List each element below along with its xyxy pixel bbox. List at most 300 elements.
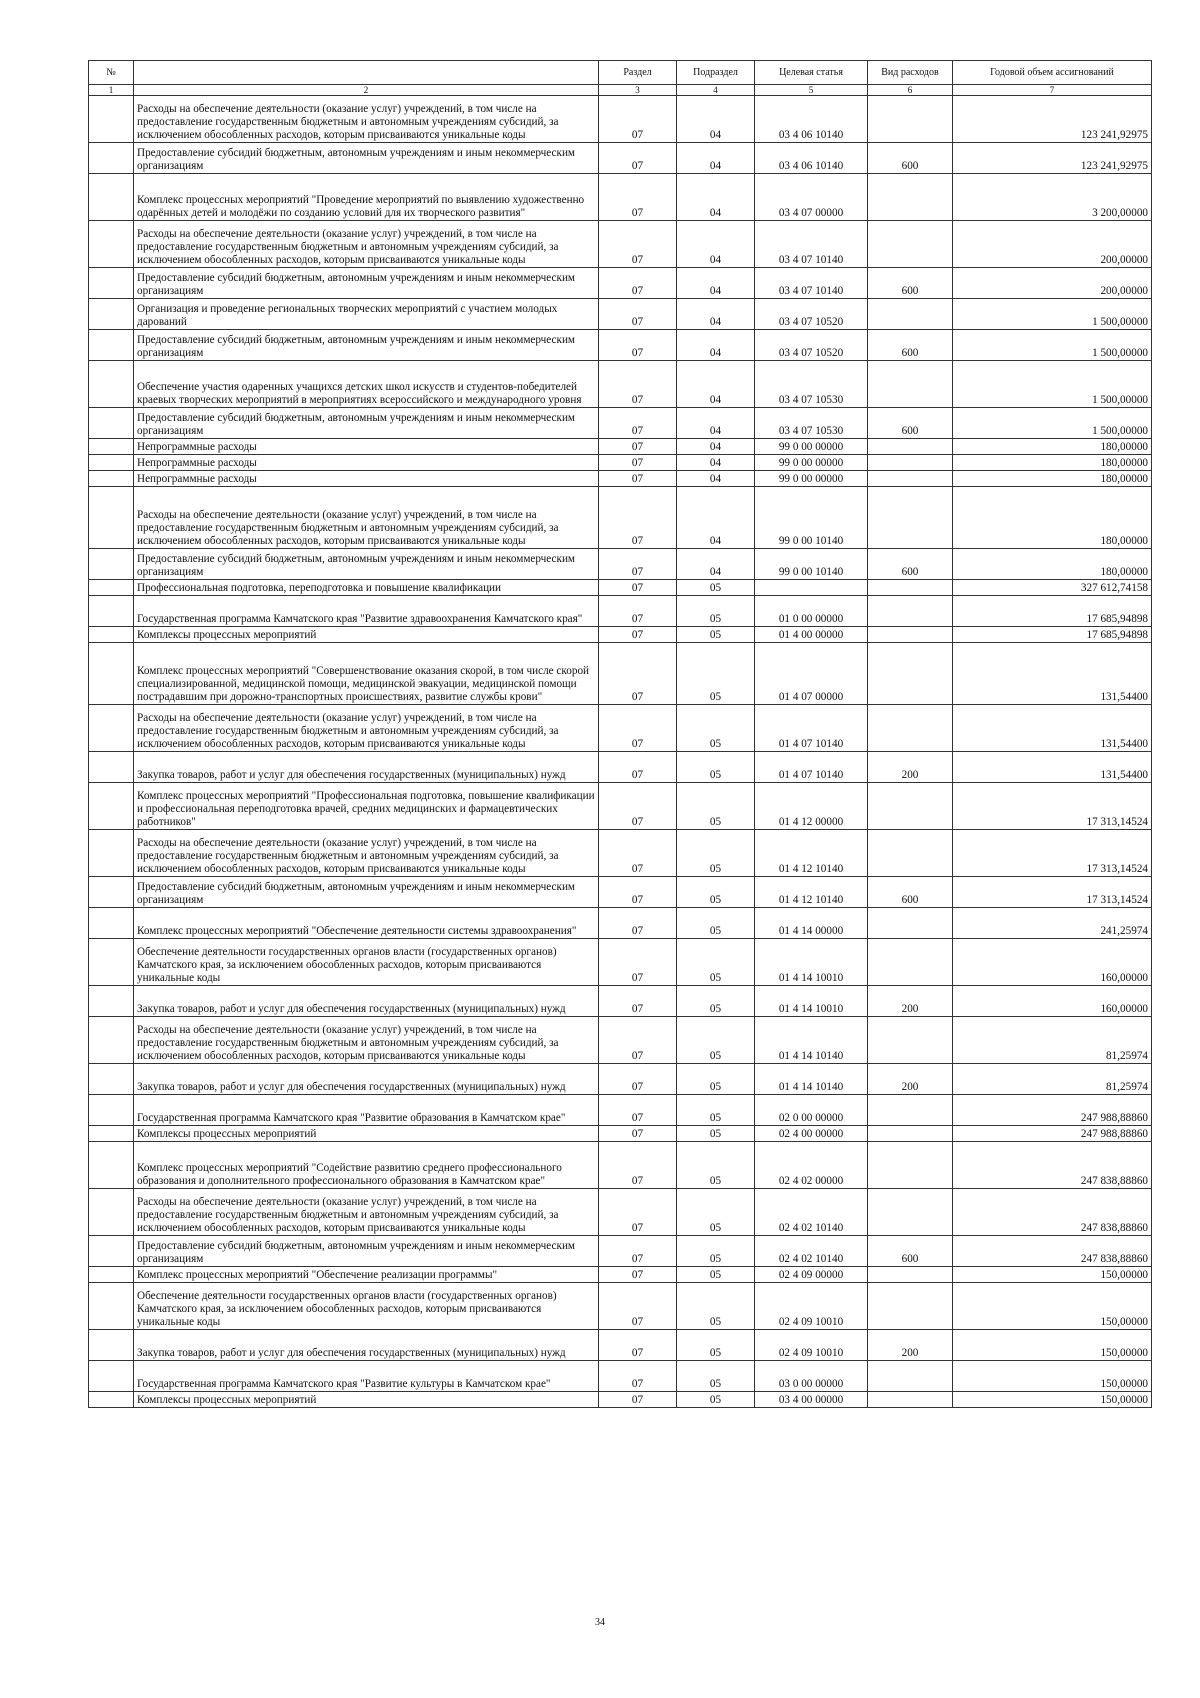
table-body: [89, 96, 1152, 1408]
table-row: [89, 783, 1152, 830]
row-sum: 123 241,92975: [953, 96, 1152, 143]
row-sum: 247 838,88860: [953, 1142, 1152, 1189]
row-name: Закупка товаров, работ и услуг для обеспечения государственных (муниципальных) нужд: [134, 986, 599, 1017]
row-expense-type: 200: [868, 986, 953, 1017]
row-podrazdel: 04: [677, 330, 755, 361]
row-target-article: 99 0 00 00000: [755, 471, 868, 487]
row-name: Профессиональная подготовка, переподготовка и повышение квалификации: [134, 580, 599, 596]
row-target-article: 99 0 00 10140: [755, 487, 868, 549]
row-expense-type: [868, 783, 953, 830]
table-row: [89, 643, 1152, 705]
row-sum: 81,25974: [953, 1017, 1152, 1064]
row-podrazdel: 04: [677, 299, 755, 330]
row-expense-type: [868, 627, 953, 643]
table-row: [89, 1236, 1152, 1267]
table-row: [89, 174, 1152, 221]
row-index-cell: [89, 705, 134, 752]
row-index-cell: [89, 471, 134, 487]
row-index-cell: [89, 580, 134, 596]
row-sum: 200,00000: [953, 221, 1152, 268]
row-podrazdel: 05: [677, 783, 755, 830]
row-sum: 17 313,14524: [953, 830, 1152, 877]
row-sum: 180,00000: [953, 471, 1152, 487]
row-sum: 150,00000: [953, 1392, 1152, 1408]
row-name: Расходы на обеспечение деятельности (оказание услуг) учреждений, в том числе на предоставление государственным бюджетным и автономным учреждениям субсидий, за исключением обособленных расходов, которым присваиваются уникальные коды: [134, 830, 599, 877]
row-name: Закупка товаров, работ и услуг для обеспечения государственных (муниципальных) нужд: [134, 752, 599, 783]
row-razdel: 07: [599, 96, 677, 143]
row-index-cell: [89, 1361, 134, 1392]
header-expense-type: Вид расходов: [868, 61, 953, 85]
row-podrazdel: 04: [677, 471, 755, 487]
row-expense-type: [868, 471, 953, 487]
row-target-article: 01 4 14 10140: [755, 1017, 868, 1064]
table-row: [89, 939, 1152, 986]
row-expense-type: [868, 580, 953, 596]
row-sum: 247 838,88860: [953, 1189, 1152, 1236]
row-name: Комплексы процессных мероприятий: [134, 1392, 599, 1408]
row-index-cell: [89, 330, 134, 361]
row-index-cell: [89, 361, 134, 408]
row-expense-type: [868, 939, 953, 986]
row-razdel: 07: [599, 1126, 677, 1142]
row-name: Комплексы процессных мероприятий: [134, 1126, 599, 1142]
row-podrazdel: 04: [677, 174, 755, 221]
table-row: [89, 986, 1152, 1017]
row-expense-type: 200: [868, 1330, 953, 1361]
row-name: Организация и проведение региональных творческих мероприятий с участием молодых дарований: [134, 299, 599, 330]
row-target-article: 01 0 00 00000: [755, 596, 868, 627]
row-index-cell: [89, 1142, 134, 1189]
row-sum: 180,00000: [953, 455, 1152, 471]
row-name: Обеспечение деятельности государственных органов власти (государственных органов) Камчатского края, за исключением обособленных расходов, которым присваиваются уникальные коды: [134, 1283, 599, 1330]
table-row: [89, 1283, 1152, 1330]
row-name: Предоставление субсидий бюджетным, автономным учреждениям и иным некоммерческим организациям: [134, 268, 599, 299]
row-podrazdel: 05: [677, 596, 755, 627]
row-podrazdel: 04: [677, 143, 755, 174]
row-target-article: [755, 580, 868, 596]
row-name: Комплекс процессных мероприятий "Содействие развитию среднего профессионального образования и дополнительного профессионального образования в Камчатском крае": [134, 1142, 599, 1189]
row-target-article: 03 0 00 00000: [755, 1361, 868, 1392]
row-podrazdel: 04: [677, 439, 755, 455]
table-row: [89, 299, 1152, 330]
page-number: 34: [595, 1617, 605, 1628]
row-target-article: 02 0 00 00000: [755, 1095, 868, 1126]
row-razdel: 07: [599, 1189, 677, 1236]
row-name: Непрограммные расходы: [134, 471, 599, 487]
row-index-cell: [89, 1283, 134, 1330]
row-target-article: 01 4 07 00000: [755, 643, 868, 705]
row-podrazdel: 05: [677, 580, 755, 596]
row-podrazdel: 05: [677, 705, 755, 752]
row-index-cell: [89, 1267, 134, 1283]
row-name: Расходы на обеспечение деятельности (оказание услуг) учреждений, в том числе на предоставление государственным бюджетным и автономным учреждениям субсидий, за исключением обособленных расходов, которым присваиваются уникальные коды: [134, 705, 599, 752]
table-row: [89, 487, 1152, 549]
row-expense-type: 200: [868, 1064, 953, 1095]
row-name: Комплекс процессных мероприятий "Совершенствование оказания скорой, в том числе скорой специализированной, медицинской помощи, медицинской эвакуации, медицинской помощи пострадавшим при дорожно-транспортных происшествиях, развитие службы крови": [134, 643, 599, 705]
row-expense-type: 200: [868, 752, 953, 783]
row-index-cell: [89, 986, 134, 1017]
table-row: [89, 908, 1152, 939]
row-razdel: 07: [599, 908, 677, 939]
table-row: [89, 96, 1152, 143]
row-razdel: 07: [599, 1361, 677, 1392]
row-name: Расходы на обеспечение деятельности (оказание услуг) учреждений, в том числе на предоставление государственным бюджетным и автономным учреждениям субсидий, за исключением обособленных расходов, которым присваиваются уникальные коды: [134, 1189, 599, 1236]
row-expense-type: 600: [868, 143, 953, 174]
column-number: 6: [868, 85, 953, 96]
row-sum: 180,00000: [953, 549, 1152, 580]
row-podrazdel: 04: [677, 96, 755, 143]
row-index-cell: [89, 1330, 134, 1361]
row-index-cell: [89, 1064, 134, 1095]
row-name: Предоставление субсидий бюджетным, автономным учреждениям и иным некоммерческим организациям: [134, 877, 599, 908]
row-sum: 17 313,14524: [953, 783, 1152, 830]
row-expense-type: [868, 705, 953, 752]
table-row: [89, 1095, 1152, 1126]
row-sum: 1 500,00000: [953, 408, 1152, 439]
row-index-cell: [89, 783, 134, 830]
row-sum: 247 988,88860: [953, 1095, 1152, 1126]
row-index-cell: [89, 549, 134, 580]
row-expense-type: [868, 439, 953, 455]
row-expense-type: [868, 487, 953, 549]
row-razdel: 07: [599, 455, 677, 471]
row-expense-type: [868, 1267, 953, 1283]
row-sum: 200,00000: [953, 268, 1152, 299]
row-razdel: 07: [599, 330, 677, 361]
row-podrazdel: 05: [677, 1392, 755, 1408]
row-target-article: 03 4 07 00000: [755, 174, 868, 221]
row-podrazdel: 05: [677, 986, 755, 1017]
row-sum: 131,54400: [953, 705, 1152, 752]
row-index-cell: [89, 939, 134, 986]
row-razdel: 07: [599, 471, 677, 487]
row-sum: 1 500,00000: [953, 361, 1152, 408]
row-sum: 17 685,94898: [953, 627, 1152, 643]
table-row: [89, 408, 1152, 439]
row-razdel: 07: [599, 580, 677, 596]
row-target-article: 99 0 00 10140: [755, 549, 868, 580]
row-name: Расходы на обеспечение деятельности (оказание услуг) учреждений, в том числе на предоставление государственным бюджетным и автономным учреждениям субсидий, за исключением обособленных расходов, которым присваиваются уникальные коды: [134, 96, 599, 143]
row-razdel: 07: [599, 1142, 677, 1189]
row-razdel: 07: [599, 1236, 677, 1267]
row-name: Предоставление субсидий бюджетным, автономным учреждениям и иным некоммерческим организациям: [134, 408, 599, 439]
header-annual-sum: Годовой объем ассигнований: [953, 61, 1152, 85]
column-numbers-row: [89, 85, 1152, 96]
row-podrazdel: 05: [677, 830, 755, 877]
row-target-article: 01 4 00 00000: [755, 627, 868, 643]
row-name: Непрограммные расходы: [134, 455, 599, 471]
row-podrazdel: 05: [677, 1126, 755, 1142]
row-name: Расходы на обеспечение деятельности (оказание услуг) учреждений, в том числе на предоставление государственным бюджетным и автономным учреждениям субсидий, за исключением обособленных расходов, которым присваиваются уникальные коды: [134, 1017, 599, 1064]
row-podrazdel: 05: [677, 1189, 755, 1236]
row-target-article: 02 4 02 10140: [755, 1189, 868, 1236]
row-name: Комплекс процессных мероприятий "Проведение мероприятий по выявлению художественно одарённых детей и молодёжи по созданию условий для их творческого развития": [134, 174, 599, 221]
row-index-cell: [89, 627, 134, 643]
row-expense-type: [868, 221, 953, 268]
row-razdel: 07: [599, 1392, 677, 1408]
header-razdel: Раздел: [599, 61, 677, 85]
table-row: [89, 455, 1152, 471]
column-number: 7: [953, 85, 1152, 96]
row-expense-type: [868, 1017, 953, 1064]
row-sum: 247 838,88860: [953, 1236, 1152, 1267]
row-target-article: 01 4 12 00000: [755, 783, 868, 830]
row-podrazdel: 04: [677, 408, 755, 439]
row-podrazdel: 04: [677, 487, 755, 549]
row-name: Предоставление субсидий бюджетным, автономным учреждениям и иным некоммерческим организациям: [134, 330, 599, 361]
row-sum: 180,00000: [953, 439, 1152, 455]
row-sum: 241,25974: [953, 908, 1152, 939]
row-podrazdel: 05: [677, 1095, 755, 1126]
row-razdel: 07: [599, 439, 677, 455]
row-razdel: 07: [599, 1017, 677, 1064]
row-target-article: 03 4 07 10140: [755, 268, 868, 299]
row-expense-type: [868, 1189, 953, 1236]
row-name: Комплекс процессных мероприятий "Профессиональная подготовка, повышение квалификации и профессиональная переподготовка врачей, средних медицинских и фармацевтических работников": [134, 783, 599, 830]
row-razdel: 07: [599, 174, 677, 221]
row-expense-type: [868, 361, 953, 408]
row-index-cell: [89, 408, 134, 439]
row-expense-type: [868, 830, 953, 877]
row-index-cell: [89, 877, 134, 908]
row-expense-type: 600: [868, 549, 953, 580]
row-target-article: 03 4 07 10520: [755, 330, 868, 361]
row-podrazdel: 05: [677, 1330, 755, 1361]
row-sum: 160,00000: [953, 986, 1152, 1017]
budget-table-sheet: [88, 60, 1151, 1408]
row-podrazdel: 05: [677, 877, 755, 908]
row-razdel: 07: [599, 986, 677, 1017]
row-expense-type: [868, 455, 953, 471]
row-sum: 150,00000: [953, 1267, 1152, 1283]
row-podrazdel: 05: [677, 908, 755, 939]
row-razdel: 07: [599, 299, 677, 330]
row-sum: 17 685,94898: [953, 596, 1152, 627]
row-sum: 150,00000: [953, 1330, 1152, 1361]
column-number: 4: [677, 85, 755, 96]
row-razdel: 07: [599, 1330, 677, 1361]
row-name: Предоставление субсидий бюджетным, автономным учреждениям и иным некоммерческим организациям: [134, 143, 599, 174]
table-row: [89, 830, 1152, 877]
row-expense-type: [868, 174, 953, 221]
table-row: [89, 221, 1152, 268]
row-index-cell: [89, 174, 134, 221]
row-expense-type: 600: [868, 877, 953, 908]
row-expense-type: [868, 299, 953, 330]
row-target-article: 02 4 02 00000: [755, 1142, 868, 1189]
row-index-cell: [89, 143, 134, 174]
row-podrazdel: 05: [677, 1361, 755, 1392]
row-razdel: 07: [599, 627, 677, 643]
row-razdel: 07: [599, 830, 677, 877]
row-target-article: 02 4 00 00000: [755, 1126, 868, 1142]
row-razdel: 07: [599, 143, 677, 174]
row-expense-type: 600: [868, 408, 953, 439]
row-sum: 1 500,00000: [953, 330, 1152, 361]
row-name: Государственная программа Камчатского края "Развитие здравоохранения Камчатского края": [134, 596, 599, 627]
budget-table: [88, 60, 1152, 1408]
row-podrazdel: 04: [677, 268, 755, 299]
table-row: [89, 1267, 1152, 1283]
row-sum: 150,00000: [953, 1283, 1152, 1330]
row-target-article: 03 4 07 10140: [755, 221, 868, 268]
table-row: [89, 1142, 1152, 1189]
row-index-cell: [89, 1189, 134, 1236]
row-sum: 1 500,00000: [953, 299, 1152, 330]
row-razdel: 07: [599, 939, 677, 986]
row-podrazdel: 05: [677, 939, 755, 986]
row-index-cell: [89, 596, 134, 627]
row-expense-type: [868, 1095, 953, 1126]
row-name: Государственная программа Камчатского края "Развитие культуры в Камчатском крае": [134, 1361, 599, 1392]
row-index-cell: [89, 299, 134, 330]
table-row: [89, 471, 1152, 487]
row-index-cell: [89, 643, 134, 705]
row-target-article: 01 4 14 00000: [755, 908, 868, 939]
row-target-article: 03 4 07 10530: [755, 408, 868, 439]
row-expense-type: [868, 643, 953, 705]
column-number: 5: [755, 85, 868, 96]
table-row: [89, 361, 1152, 408]
row-razdel: 07: [599, 361, 677, 408]
row-razdel: 07: [599, 1283, 677, 1330]
row-razdel: 07: [599, 877, 677, 908]
table-row: [89, 580, 1152, 596]
row-expense-type: [868, 908, 953, 939]
header-row: [89, 61, 1152, 85]
row-name: Закупка товаров, работ и услуг для обеспечения государственных (муниципальных) нужд: [134, 1064, 599, 1095]
table-row: [89, 1189, 1152, 1236]
row-razdel: 07: [599, 487, 677, 549]
row-target-article: 01 4 12 10140: [755, 830, 868, 877]
row-index-cell: [89, 1095, 134, 1126]
row-razdel: 07: [599, 221, 677, 268]
column-number: 2: [134, 85, 599, 96]
row-name: Комплексы процессных мероприятий: [134, 627, 599, 643]
row-name: Государственная программа Камчатского края "Развитие образования в Камчатском крае": [134, 1095, 599, 1126]
row-expense-type: 600: [868, 1236, 953, 1267]
row-razdel: 07: [599, 705, 677, 752]
row-target-article: 01 4 07 10140: [755, 752, 868, 783]
row-razdel: 07: [599, 408, 677, 439]
table-row: [89, 330, 1152, 361]
row-target-article: 03 4 07 10530: [755, 361, 868, 408]
row-expense-type: [868, 1361, 953, 1392]
row-expense-type: 600: [868, 268, 953, 299]
row-podrazdel: 04: [677, 549, 755, 580]
row-sum: 327 612,74158: [953, 580, 1152, 596]
header-name: [134, 61, 599, 85]
row-name: Обеспечение участия одаренных учащихся детских школ искусств и студентов-победителей краевых творческих мероприятий в мероприятиях всероссийского и международного уровня: [134, 361, 599, 408]
row-sum: 131,54400: [953, 643, 1152, 705]
row-razdel: 07: [599, 752, 677, 783]
row-sum: 247 988,88860: [953, 1126, 1152, 1142]
row-target-article: 03 4 06 10140: [755, 143, 868, 174]
row-target-article: 01 4 14 10010: [755, 939, 868, 986]
row-target-article: 99 0 00 00000: [755, 439, 868, 455]
row-name: Непрограммные расходы: [134, 439, 599, 455]
column-number: 3: [599, 85, 677, 96]
row-expense-type: [868, 1142, 953, 1189]
row-razdel: 07: [599, 1095, 677, 1126]
row-razdel: 07: [599, 549, 677, 580]
row-podrazdel: 04: [677, 221, 755, 268]
header-podrazdel: Подраздел: [677, 61, 755, 85]
table-row: [89, 1330, 1152, 1361]
row-index-cell: [89, 455, 134, 471]
table-row: [89, 439, 1152, 455]
table-row: [89, 268, 1152, 299]
table-row: [89, 1361, 1152, 1392]
table-row: [89, 1392, 1152, 1408]
table-row: [89, 1017, 1152, 1064]
row-index-cell: [89, 1017, 134, 1064]
row-sum: 160,00000: [953, 939, 1152, 986]
row-sum: 180,00000: [953, 487, 1152, 549]
row-sum: 3 200,00000: [953, 174, 1152, 221]
row-target-article: 03 4 06 10140: [755, 96, 868, 143]
row-index-cell: [89, 221, 134, 268]
row-razdel: 07: [599, 1064, 677, 1095]
table-row: [89, 1064, 1152, 1095]
header-num: №: [89, 61, 134, 85]
row-podrazdel: 05: [677, 1142, 755, 1189]
row-index-cell: [89, 908, 134, 939]
column-number: 1: [89, 85, 134, 96]
table-row: [89, 596, 1152, 627]
row-index-cell: [89, 1392, 134, 1408]
row-expense-type: [868, 1283, 953, 1330]
table-row: [89, 1126, 1152, 1142]
row-name: Расходы на обеспечение деятельности (оказание услуг) учреждений, в том числе на предоставление государственным бюджетным и автономным учреждениям субсидий, за исключением обособленных расходов, которым присваиваются уникальные коды: [134, 221, 599, 268]
row-podrazdel: 05: [677, 752, 755, 783]
row-expense-type: [868, 596, 953, 627]
row-razdel: 07: [599, 1267, 677, 1283]
row-index-cell: [89, 830, 134, 877]
row-name: Комплекс процессных мероприятий "Обеспечение реализации программы": [134, 1267, 599, 1283]
row-sum: 81,25974: [953, 1064, 1152, 1095]
table-row: [89, 705, 1152, 752]
table-row: [89, 752, 1152, 783]
row-podrazdel: 04: [677, 455, 755, 471]
row-podrazdel: 05: [677, 627, 755, 643]
row-name: Комплекс процессных мероприятий "Обеспечение деятельности системы здравоохранения": [134, 908, 599, 939]
row-expense-type: [868, 1392, 953, 1408]
table-row: [89, 877, 1152, 908]
row-razdel: 07: [599, 783, 677, 830]
row-razdel: 07: [599, 268, 677, 299]
row-index-cell: [89, 487, 134, 549]
row-podrazdel: 05: [677, 643, 755, 705]
header-target-article: Целевая статья: [755, 61, 868, 85]
row-name: Предоставление субсидий бюджетным, автономным учреждениям и иным некоммерческим организациям: [134, 549, 599, 580]
row-sum: 150,00000: [953, 1361, 1152, 1392]
row-index-cell: [89, 96, 134, 143]
row-target-article: 01 4 14 10140: [755, 1064, 868, 1095]
row-sum: 17 313,14524: [953, 877, 1152, 908]
row-name: Обеспечение деятельности государственных органов власти (государственных органов) Камчатского края, за исключением обособленных расходов, которым присваиваются уникальные коды: [134, 939, 599, 986]
row-expense-type: 600: [868, 330, 953, 361]
row-podrazdel: 05: [677, 1064, 755, 1095]
row-expense-type: [868, 1126, 953, 1142]
row-name: Расходы на обеспечение деятельности (оказание услуг) учреждений, в том числе на предоставление государственным бюджетным и автономным учреждениям субсидий, за исключением обособленных расходов, которым присваиваются уникальные коды: [134, 487, 599, 549]
row-name: Предоставление субсидий бюджетным, автономным учреждениям и иным некоммерческим организациям: [134, 1236, 599, 1267]
row-podrazdel: 05: [677, 1283, 755, 1330]
row-podrazdel: 05: [677, 1017, 755, 1064]
table-row: [89, 143, 1152, 174]
row-target-article: 02 4 09 00000: [755, 1267, 868, 1283]
row-target-article: 02 4 02 10140: [755, 1236, 868, 1267]
